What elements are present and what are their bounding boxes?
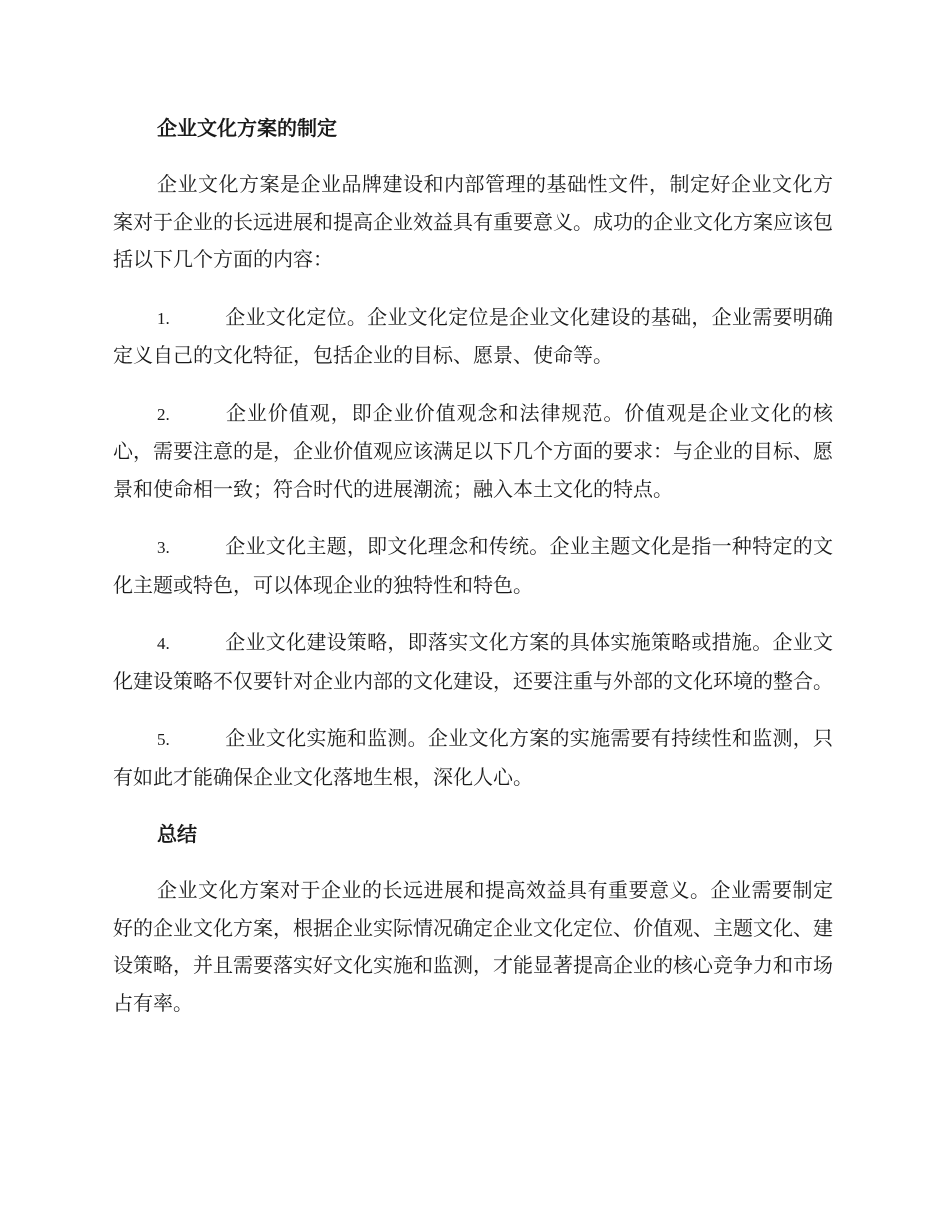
- list-item-text: 企业价值观，即企业价值观念和法律规范。价值观是企业文化的核心，需要注意的是，企业价值观应该满足以下几个方面的要求：与企业的目标、愿景和使命相一致；符合时代的进展潮流；融入本土文化的特点。: [113, 400, 833, 501]
- numbered-list: [113, 299, 833, 797]
- list-item-text: 企业文化实施和监测。企业文化方案的实施需要有持续性和监测，只有如此才能确保企业文化落地生根，深化人心。: [113, 726, 833, 789]
- document-page: [113, 110, 833, 1042]
- list-item: [113, 528, 833, 604]
- list-item-text: 企业文化定位。企业文化定位是企业文化建设的基础，企业需要明确定义自己的文化特征，包括企业的目标、愿景、使命等。: [113, 304, 833, 367]
- list-item-text: 企业文化主题，即文化理念和传统。企业主题文化是指一种特定的文化主题或特色，可以体现企业的独特性和特色。: [113, 534, 833, 597]
- section-heading-formulation: 企业文化方案的制定: [157, 116, 337, 140]
- list-item-text: 企业文化建设策略，即落实文化方案的具体实施策略或措施。企业文化建设策略不仅要针对企业内部的文化建设，还要注重与外部的文化环境的整合。: [113, 630, 833, 693]
- list-item: [113, 624, 833, 700]
- list-item: [113, 395, 833, 509]
- list-number: 3.: [157, 538, 170, 557]
- list-number: 2.: [157, 404, 170, 424]
- summary-paragraph: 企业文化方案对于企业的长远进展和提高效益具有重要意义。企业需要制定好的企业文化方案，根据企业实际情况确定企业文化定位、价值观、主题文化、建设策略，并且需要落实好文化实施和监测，才能显著提高企业的核心竞争力和市场占有率。: [113, 878, 833, 1015]
- intro-paragraph: 企业文化方案是企业品牌建设和内部管理的基础性文件，制定好企业文化方案对于企业的长远进展和提高企业效益具有重要意义。成功的企业文化方案应该包括以下几个方面的内容：: [113, 172, 833, 271]
- list-item: [113, 720, 833, 796]
- list-number: 1.: [157, 308, 170, 328]
- list-number: 5.: [157, 730, 170, 749]
- list-item: [113, 299, 833, 375]
- list-number: 4.: [157, 634, 170, 653]
- section-heading-summary: 总结: [157, 822, 197, 846]
